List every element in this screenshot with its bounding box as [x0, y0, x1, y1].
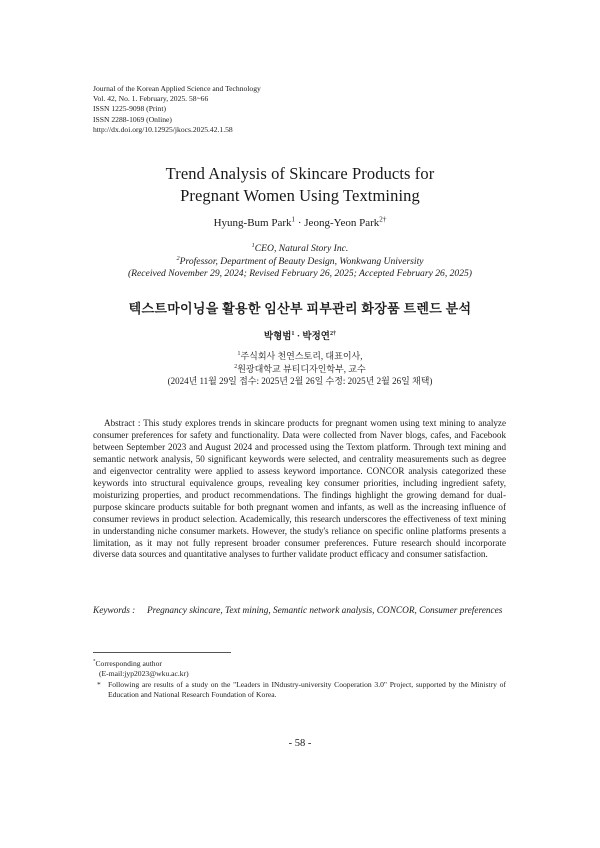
author-separator: ·	[295, 217, 305, 229]
korean-affiliation-1	[0, 350, 600, 363]
korean-dates: (2024년 11월 29일 접수: 2025년 2월 26일 수정: 2025년 2월 26일 채택)	[167, 376, 433, 387]
title-line-1: Trend Analysis of Skincare Products for	[165, 164, 435, 183]
abstract-label: Abstract :	[104, 418, 141, 428]
korean-author-separator: ·	[294, 332, 303, 342]
paper-title	[0, 163, 600, 207]
affiliation-1-text: CEO, Natural Story Inc.	[254, 243, 349, 254]
korean-affiliation-2-text: 원광대학교 뷰티디자인학부, 교수	[237, 363, 366, 374]
corresponding-label: Corresponding author	[95, 659, 162, 668]
author-1: Hyung-Bum Park	[213, 217, 292, 229]
funding-note-mark: *	[97, 679, 101, 689]
affiliation-1-sup: 1	[251, 241, 255, 249]
affiliation-1	[0, 243, 600, 256]
korean-affiliation-1-sup: 1	[237, 351, 241, 357]
funding-note-text: Following are results of a study on the "Leaders in INdustry-university Cooperation 3.0" Project, supported by the Ministry of Education and National Research Foundation of Korea.	[108, 679, 506, 700]
korean-affiliation-2-sup: 2	[234, 363, 238, 370]
abstract-text: This study explores trends in skincare products for pregnant women using text mining to analyze consumer preferences for safety and functionality. Data were collected from Naver blogs, cafes, and Facebook between September 2023 and August 2024 and processed using the Textom platform. Through text mining and semantic network analysis, 50 significant keywords were selected, and centrality measurements such as degree and eigenvector centrality were applied to assess keyword importance. CONCOR analysis categorized these keywords into structural equivalence groups, revealing key consumer priorities, including ingredient safety, moisturizing properties, and product recommendations. The findings highlight the growing demand for dual-purpose skincare products suitable for both pregnant women and infants, as well as the increasing influence of consumer reviews in product selection. Academically, this research underscores the effectiveness of text mining in understanding niche consumer markets. However, the study's reliance on specific online platforms presents a limitation, as it may not fully represent broader consumer preferences. Future research should incorporate diverse data sources and quantitative analyses to further validate product efficacy and consumer satisfaction.	[93, 418, 506, 560]
korean-author-2-sup: 2†	[329, 330, 337, 337]
abstract	[93, 418, 506, 561]
korean-affiliation-1-text: 주식회사 천연스토리, 대표이사,	[240, 351, 363, 361]
received-dates: (Received November 29, 2024; Revised February 26, 2025; Accepted February 26, 2025)	[127, 268, 473, 280]
keywords	[93, 605, 506, 617]
footnotes	[93, 659, 506, 701]
korean-author-1-sup: 1	[291, 330, 295, 337]
keywords-text: Pregnancy skincare, Text mining, Semantic network analysis, CONCOR, Consumer preferences	[147, 606, 503, 616]
author-list	[0, 217, 600, 229]
korean-author-2: 박정연	[302, 332, 330, 342]
page-number: - 58 -	[288, 738, 312, 749]
korean-author-list	[0, 328, 600, 342]
doi-link[interactable]: http://dx.doi.org/10.12925/jkocs.2025.42.1.58	[93, 124, 233, 134]
affiliation-2-text: Professor, Department of Beauty Design, Wonkwang University	[179, 255, 424, 267]
korean-affiliations	[0, 350, 600, 388]
korean-author-1: 박형범	[263, 332, 292, 342]
funding-note	[93, 680, 506, 701]
corresponding-email: (E-mail:jyp2023@wku.ac.kr)	[99, 669, 189, 679]
journal-name: Journal of the Korean Applied Science and Technology	[93, 84, 261, 93]
author-2-sup: 2†	[379, 215, 387, 224]
korean-affiliation-2	[0, 363, 600, 376]
affiliation-2	[0, 256, 600, 269]
korean-title: 텍스트마이닝을 활용한 임산부 피부관리 화장품 트렌드 분석	[128, 301, 472, 316]
journal-header	[93, 84, 261, 135]
journal-volume: Vol. 42, No. 1. February, 2025. 58~66	[93, 94, 209, 104]
footnote-divider	[93, 652, 231, 653]
title-line-2: Pregnant Women Using Textmining	[180, 186, 420, 205]
corresponding-mark: *	[93, 659, 96, 665]
issn-print: ISSN 1225-9098 (Print)	[93, 104, 166, 114]
corresponding-author	[93, 659, 506, 669]
keywords-label: Keywords :	[93, 606, 136, 616]
author-2: Jeong-Yeon Park	[304, 217, 380, 229]
issn-online: ISSN 2288-1069 (Online)	[93, 114, 172, 124]
affiliation-2-sup: 2	[176, 254, 180, 262]
author-1-sup: 1	[291, 215, 296, 224]
affiliations	[0, 243, 600, 281]
